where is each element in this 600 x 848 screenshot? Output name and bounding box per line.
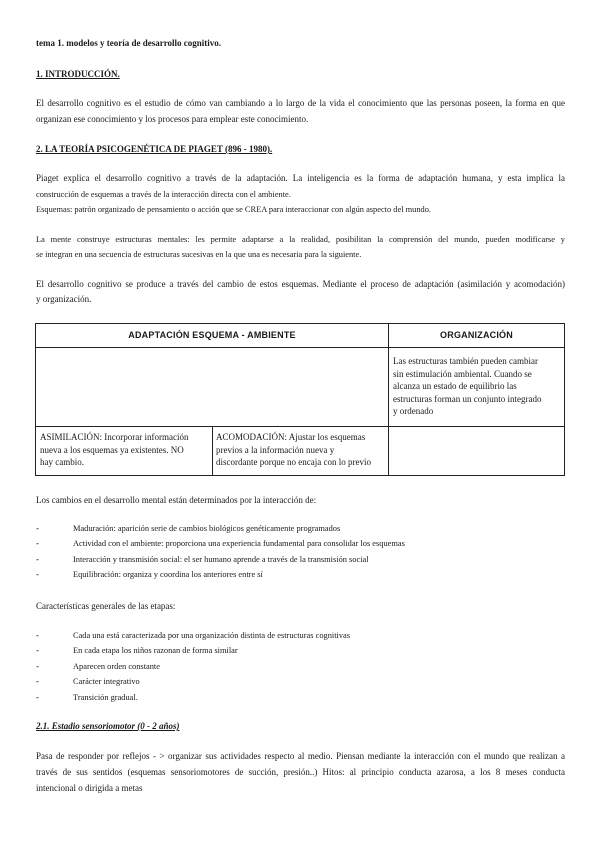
asimilacion-line: hay cambio.: [40, 457, 84, 468]
list-item-text: Carácter integrativo: [73, 677, 140, 687]
list-item-text: Transición gradual.: [73, 692, 138, 702]
sensoriomotor-line-1: Pasa de responder por reflejos - > organizar sus actividades respecto al medio. Piensan mediante la interacción con el mundo que realizan a: [36, 751, 565, 761]
asimilacion-line: ASIMILACIÓN: Incorporar información: [40, 432, 189, 442]
piaget-p1-line-2: construcción de esquemas a través de la interacción directa con el ambiente.: [36, 190, 291, 199]
intro-line-2: organizan ese conocimiento y los procesos para emplear este conocimiento.: [36, 114, 309, 124]
acomodacion-cell: [216, 431, 384, 469]
caracteristicas-intro: Características generales de las etapas:: [36, 601, 176, 611]
dash-bullet: -: [36, 569, 39, 580]
organizacion-line: alcanza un estado de equilibrio las: [393, 381, 517, 392]
list-item-text: Maduración: aparición serie de cambios biológicos genéticamente programados: [73, 524, 341, 533]
adaptation-table: [35, 323, 565, 476]
table-col-divider-middle: [212, 426, 213, 475]
list-item: [36, 691, 565, 706]
list-item: [36, 553, 565, 568]
list-item: [36, 644, 565, 659]
list-item-text: Cada una está caracterizada por una organización distinta de estructuras cognitivas: [73, 631, 351, 640]
list-item: [36, 537, 565, 552]
list-item: [36, 568, 565, 583]
dash-bullet: -: [36, 676, 39, 687]
dash-bullet: -: [36, 660, 39, 671]
list-item-text: En cada etapa los niños razonan de forma similar: [73, 646, 238, 656]
organizacion-line: y ordenado: [393, 406, 434, 417]
organizacion-line: Las estructuras también pueden cambiar: [393, 356, 538, 366]
cambios-intro: Los cambios en el desarrollo mental están determinados por la interacción de:: [36, 495, 317, 505]
cambios-list: [36, 522, 565, 584]
acomodacion-line: ACOMODACIÓN: Ajustar los esquemas: [216, 432, 366, 442]
list-item: [36, 522, 565, 537]
dash-bullet: -: [36, 630, 39, 640]
dash-bullet: -: [36, 538, 39, 549]
piaget-p1-line-1: Piaget explica el desarrollo cognitivo a través de la adaptación. La inteligencia es la forma de adaptación humana, y esta implica la: [36, 173, 565, 183]
dash-bullet: -: [36, 523, 39, 533]
table-header-adaptacion: ADAPTACIÓN ESQUEMA - AMBIENTE: [128, 330, 296, 340]
document-title: tema 1. modelos y teoría de desarrollo cognitivo.: [36, 38, 222, 48]
piaget-p2-line-1: La mente construye estructuras mentales: les permite adaptarse a la realidad, posibilitan la comprensión del mundo, pueden modificarse y: [36, 235, 565, 244]
sensoriomotor-line-3: intencional o dirigida a metas: [36, 783, 143, 793]
list-item-text: Equilibración: organiza y coordina los anteriores entre sí: [73, 570, 263, 580]
organizacion-cell: [393, 355, 559, 418]
piaget-p3-line-1: El desarrollo cognitivo se produce a través del cambio de estos esquemas. Mediante el proceso de adaptación (asimilación y acomodación): [36, 279, 565, 289]
acomodacion-line: discordante porque no encaja con lo previo: [216, 457, 371, 468]
acomodacion-line: previos a la información nueva y: [216, 444, 335, 455]
piaget-p3-line-2: y organización.: [36, 294, 92, 304]
organizacion-line: sin estimulación ambiental. Cuando se: [393, 368, 532, 379]
list-item: [36, 675, 565, 690]
list-item: [36, 629, 565, 644]
list-item-text: Interacción y transmisión social: el ser humano aprende a través de la transmisión social: [73, 554, 369, 564]
intro-line-1: El desarrollo cognitivo es el estudio de cómo van cambiando a lo largo de la vida el conocimiento que las personas poseen, la forma en que: [36, 98, 565, 108]
asimilacion-line: nueva a los esquemas ya existentes. NO: [40, 444, 184, 455]
sensoriomotor-line-2: través de sus sentidos (esquemas sensoriomotores de succión, presión..) Hitos: al principio conducta azarosa, a los 8 meses conducta: [36, 767, 565, 777]
table-col-divider-right: [388, 324, 389, 475]
caracteristicas-list: [36, 629, 565, 706]
section-heading-piaget: 2. LA TEORÍA PSICOGENÉTICA DE PIAGET (896 - 1980).: [36, 144, 273, 154]
dash-bullet: -: [36, 645, 39, 656]
table-header-divider: [36, 347, 564, 348]
organizacion-line: estructuras forman un conjunto integrado: [393, 393, 542, 404]
dash-bullet: -: [36, 553, 39, 564]
list-item-text: Aparecen orden constante: [73, 661, 160, 671]
dash-bullet: -: [36, 691, 39, 702]
table-header-organizacion: ORGANIZACIÓN: [440, 330, 513, 340]
list-item-text: Actividad con el ambiente: proporciona una experiencia fundamental para consolidar los esquemas: [73, 539, 405, 549]
piaget-p1-line-3: Esquemas: patrón organizado de pensamiento o acción que se CREA para interaccionar con algún aspecto del mundo.: [36, 205, 431, 214]
asimilacion-cell: [40, 431, 208, 469]
list-item: [36, 660, 565, 675]
section-heading-introduccion: 1. INTRODUCCIÓN.: [36, 69, 120, 79]
piaget-p2-line-2: se integran en una secuencia de estructuras sucesivas en la que una es necesaria para la siguiente.: [36, 250, 362, 259]
section-heading-sensoriomotor: 2.1. Estadio sensoriomotor (0 - 2 años): [36, 721, 180, 731]
table-row-divider: [36, 426, 564, 427]
